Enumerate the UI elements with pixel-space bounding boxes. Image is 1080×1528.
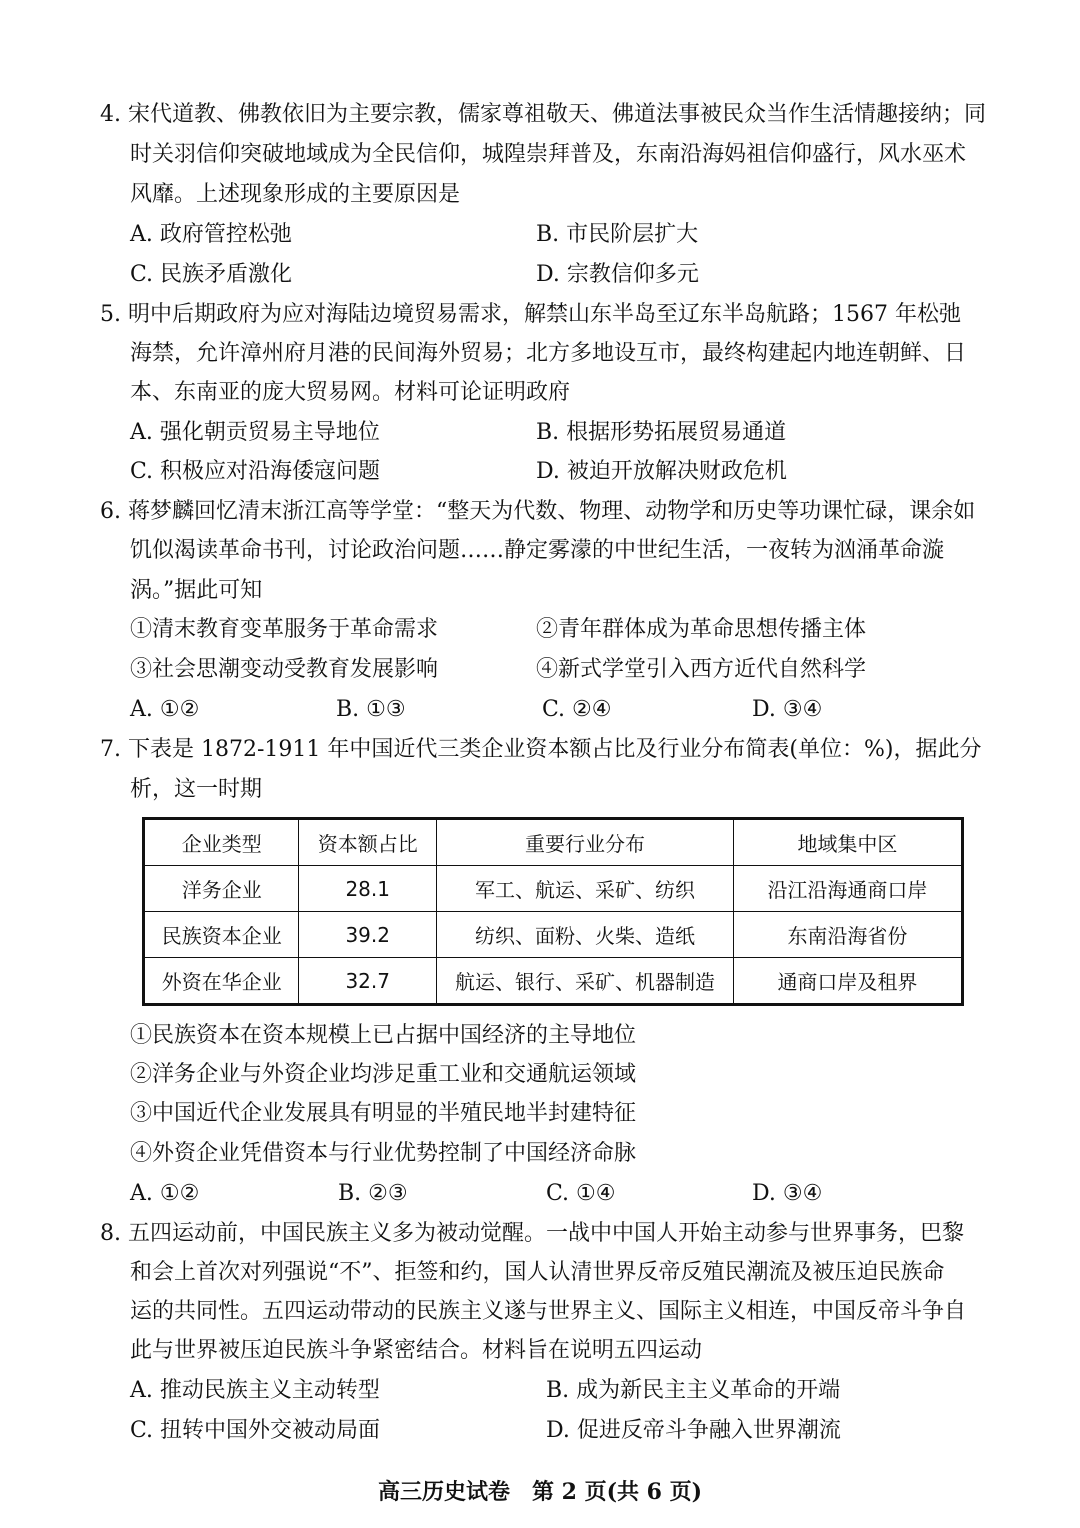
q5-stem-line: 海禁，允许漳州府月港的民间海外贸易；北方多地设互市，最终构建起内地连朝鲜、日 <box>130 341 967 366</box>
q8-option-a[interactable]: A. 推动民族主义主动转型 <box>130 1378 380 1403</box>
table-cell: 民族资本企业 <box>144 912 299 958</box>
table-cell: 沿江沿海通商口岸 <box>733 866 962 912</box>
q6-statement-1: ①清末教育变革服务于革命需求 <box>130 617 439 642</box>
q4-option-a[interactable]: A. 政府管控松弛 <box>130 222 292 247</box>
table-cell: 航运、银行、采矿、机器制造 <box>437 958 734 1005</box>
table-header-cell: 重要行业分布 <box>437 819 734 866</box>
q5-option-b[interactable]: B. 根据形势拓展贸易通道 <box>536 420 787 445</box>
q7-option-a[interactable]: A. ①② <box>130 1181 200 1206</box>
q7-stem-line: 析，这一时期 <box>130 777 263 802</box>
page-footer: 高三历史试卷 第 2 页(共 6 页) <box>377 1479 703 1505</box>
q4-stem-line: 时关羽信仰突破地域成为全民信仰，城隍崇拜普及，东南沿海妈祖信仰盛行，风水巫术 <box>130 142 967 167</box>
q8-stem-line: 此与世界被压迫民族斗争紧密结合。材料旨在说明五四运动 <box>130 1338 703 1363</box>
q8-stem-line: 和会上首次对列强说“不”、拒签和约，国人认清世界反帝反殖民潮流及被压迫民族命 <box>130 1260 945 1285</box>
q5-stem-line: 本、东南亚的庞大贸易网。材料可论证明政府 <box>130 380 571 405</box>
q4-stem-line: 4. 宋代道教、佛教依旧为主要宗教，儒家尊祖敬天、佛道法事被民众当作生活情趣接纳；同 <box>100 102 986 127</box>
q6-option-a[interactable]: A. ①② <box>130 697 200 722</box>
q6-statement-4: ④新式学堂引入西方近代自然科学 <box>536 657 867 682</box>
q6-stem-line: 涡。”据此可知 <box>130 578 263 603</box>
table-header-cell: 资本额占比 <box>299 819 437 866</box>
table-cell: 28.1 <box>299 866 437 912</box>
table-cell: 外资在华企业 <box>144 958 299 1005</box>
q8-option-b[interactable]: B. 成为新民主主义革命的开端 <box>546 1378 841 1403</box>
q5-option-a[interactable]: A. 强化朝贡贸易主导地位 <box>130 420 380 445</box>
q6-statement-2: ②青年群体成为革命思想传播主体 <box>536 617 867 642</box>
q8-stem-line: 8. 五四运动前，中国民族主义多为被动觉醒。一战中中国人开始主动参与世界事务，巴黎 <box>100 1221 964 1246</box>
enterprise-table <box>142 817 964 1006</box>
table-cell: 纺织、面粉、火柴、造纸 <box>437 912 734 958</box>
q7-option-d[interactable]: D. ③④ <box>752 1181 823 1206</box>
q7-statement-4: ④外资企业凭借资本与行业优势控制了中国经济命脉 <box>130 1141 637 1166</box>
table-cell: 39.2 <box>299 912 437 958</box>
q6-stem-line: 6. 蒋梦麟回忆清末浙江高等学堂：“整天为代数、物理、动物学和历史等功课忙碌，课余如 <box>100 499 976 524</box>
q6-stem-line: 饥似渴读革命书刊，讨论政治问题……静定雾濛的中世纪生活，一夜转为汹涌革命漩 <box>130 538 945 563</box>
q6-option-b[interactable]: B. ①③ <box>336 697 406 722</box>
q6-statement-3: ③社会思潮变动受教育发展影响 <box>130 657 439 682</box>
q6-option-c[interactable]: C. ②④ <box>542 697 612 722</box>
table-header-cell: 地域集中区 <box>733 819 962 866</box>
q8-option-d[interactable]: D. 促进反帝斗争融入世界潮流 <box>546 1418 841 1443</box>
table-cell: 东南沿海省份 <box>733 912 962 958</box>
table-cell: 军工、航运、采矿、纺织 <box>437 866 734 912</box>
q8-option-c[interactable]: C. 扭转中国外交被动局面 <box>130 1418 381 1443</box>
q4-option-c[interactable]: C. 民族矛盾激化 <box>130 262 293 287</box>
table-row <box>144 958 963 1005</box>
table-row <box>144 866 963 912</box>
q5-option-d[interactable]: D. 被迫开放解决财政危机 <box>536 459 787 484</box>
q4-option-b[interactable]: B. 市民阶层扩大 <box>536 222 699 247</box>
q7-stem-line: 7. 下表是 1872-1911 年中国近代三类企业资本额占比及行业分布简表(单位：%)，据此分 <box>100 737 982 762</box>
q7-option-b[interactable]: B. ②③ <box>338 1181 408 1206</box>
q7-option-c[interactable]: C. ①④ <box>546 1181 616 1206</box>
q5-option-c[interactable]: C. 积极应对沿海倭寇问题 <box>130 459 381 484</box>
q8-stem-line: 运的共同性。五四运动带动的民族主义遂与世界主义、国际主义相连，中国反帝斗争自 <box>130 1299 967 1324</box>
q4-stem-line: 风靡。上述现象形成的主要原因是 <box>130 182 461 207</box>
q7-statement-1: ①民族资本在资本规模上已占据中国经济的主导地位 <box>130 1023 637 1048</box>
q7-statement-2: ②洋务企业与外资企业均涉足重工业和交通航运领域 <box>130 1062 637 1087</box>
table-cell: 洋务企业 <box>144 866 299 912</box>
q6-option-d[interactable]: D. ③④ <box>752 697 823 722</box>
table-cell: 通商口岸及租界 <box>733 958 962 1005</box>
q5-stem-line: 5. 明中后期政府为应对海陆边境贸易需求，解禁山东半岛至辽东半岛航路；1567 年松弛 <box>100 302 961 327</box>
q7-statement-3: ③中国近代企业发展具有明显的半殖民地半封建特征 <box>130 1101 637 1126</box>
q4-option-d[interactable]: D. 宗教信仰多元 <box>536 262 699 287</box>
table-cell: 32.7 <box>299 958 437 1005</box>
table-header-cell: 企业类型 <box>144 819 299 866</box>
table-header-row <box>144 819 963 866</box>
table-row <box>144 912 963 958</box>
